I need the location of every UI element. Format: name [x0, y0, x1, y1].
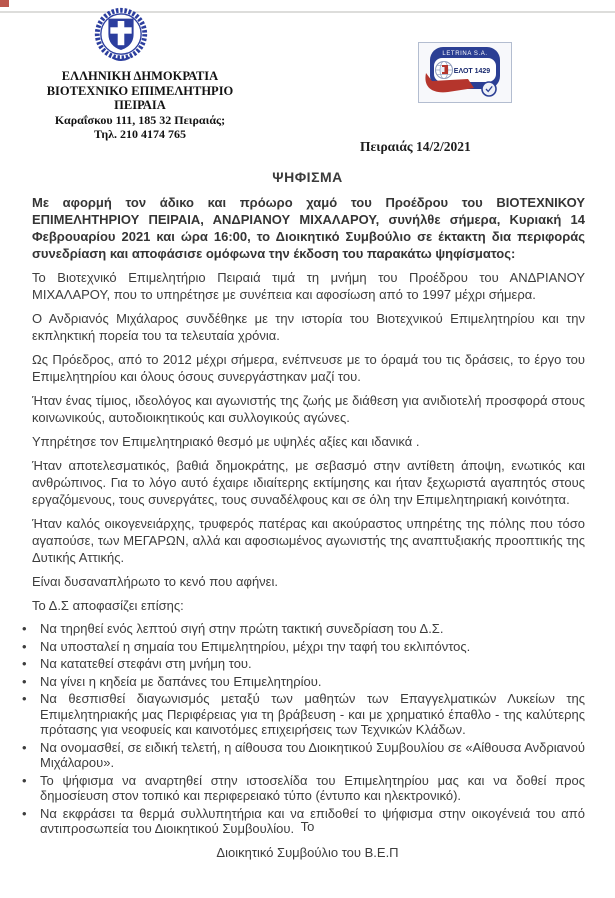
- paragraph: Υπηρέτησε τον Επιμελητηριακό θεσμό με υψηλές αξίες και ιδανικά .: [32, 434, 420, 449]
- letterhead: [8, 69, 272, 142]
- paragraph: Το Βιοτεχνικό Επιμελητήριο Πειραιά τιμά τη μνήμη του Προέδρου του ΑΝΔΡΙΑΝΟΥ ΜΙΧΑΛΑΡΟΥ, που το υπηρέτησε με συνέπεια και αφοσίωση από το 1997 μέχρι σήμερα.: [32, 270, 585, 302]
- resolution-item: • Να θεσπισθεί διαγωνισμός μεταξύ των μαθητών των Επαγγελματικών Λυκείων της Επιμελητηριακής μας Περιφέρειας για τη βράβευση - και με χρηματικό έπαθλο - της καλύτερης πρότασης για νεοφυείς και καινοτόμες επιχειρήσεις των Τεχνικών Κλάδων.: [20, 691, 585, 738]
- seal-icon: [482, 82, 496, 96]
- signature-line-1: Το: [300, 819, 315, 834]
- signature-line-2: Διοικητικό Συμβούλιο του Β.Ε.Π: [216, 845, 399, 860]
- globe-icon: [436, 62, 453, 79]
- org-name-line1: ΕΛΛΗΝΙΚΗ ΔΗΜΟΚΡΑΤΙΑ: [61, 69, 219, 83]
- greek-coat-of-arms-icon: [90, 7, 152, 65]
- paragraph: Ο Ανδριανός Μιχάλαρος συνδέθηκε με την ιστορία του Βιοτεχνικού Επιμελητηρίου και την εκπληκτική πορεία του τα τελευταία χρόνια.: [32, 311, 585, 343]
- org-address: Καραΐσκου 111, 185 32 Πειραιάς;: [54, 112, 226, 127]
- paragraph: Ήταν αποτελεσματικός, βαθιά δημοκράτης, με σεβασμό στην αντίθετη άποψη, ενωτικός και ανθρώπινος. Για το λόγο αυτό έχαιρε ιδιαίτερης εκτίμησης και ήταν ξεχωριστά αγαπητός στους εργαζόμενους, τους συνεργάτες, τους συναδέλφους και σε όλη την Επιμελητηριακή κοινότητα.: [32, 458, 585, 507]
- cert-logo-standard: ΕΛΟΤ 1429: [453, 68, 491, 75]
- paragraph: Ως Πρόεδρος, από το 2012 μέχρι σήμερα, ενέπνευσε με το όραμά του τις δράσεις, το έργο του Επιμελητηρίου και όλους όσους συνεργάστηκαν μαζί του.: [32, 352, 585, 384]
- resolution-item: • Να εκφράσει τα θερμά συλλυπητήρια και να επιδοθεί το ψήφισμα στην οικογένειά του από αντιπροσωπεία του Διοικητικού Συμβουλίου.: [20, 806, 585, 837]
- resolution-item: • Να τηρηθεί ενός λεπτού σιγή στην πρώτη τακτική συνεδρίαση του Δ.Σ.: [20, 621, 585, 637]
- resolution-item: • Να υποσταλεί η σημαία του Επιμελητηρίου, μέχρι την ταφή του εκλιπόντος.: [20, 639, 585, 655]
- paragraph-intro: Με αφορμή τον άδικο και πρόωρο χαμό του Προέδρου του ΒΙΟΤΕΧΝΙΚΟΥ ΕΠΙΜΕΛΗΤΗΡΙΟΥ ΠΕΙΡΑΙΑ, ΑΝΔΡΙΑΝΟΥ ΜΙΧΑΛΑΡΟΥ, συνήλθε σήμερα, Κυριακή 14 Φεβρουαρίου 2021 και ώρα 16:00, το Διοικητικό Συμβούλιο σε έκτακτη δια περιφοράς συνεδρίαση και αποφάσισε ομόφωνα την έκδοση του παρακάτω ψηφίσματος:: [32, 195, 585, 261]
- paragraph: Ήταν ένας τίμιος, ιδεολόγος και αγωνιστής της ζωής με διάθεση για ανιδιοτελή προσφορά στους κοινωνικούς, αυτοδιοικητικούς και συλλογικούς αγώνες.: [32, 393, 585, 425]
- cert-logo-company: LETRINA S.A.: [442, 51, 488, 57]
- paragraph-decisions-intro: Το Δ.Σ αποφασίζει επίσης:: [32, 598, 184, 613]
- resolution-list: [20, 621, 585, 837]
- resolution-item: • Να γίνει η κηδεία με δαπάνες του Επιμελητηρίου.: [20, 674, 585, 690]
- certification-logo: [418, 42, 512, 103]
- document-body: [32, 194, 585, 839]
- org-phone: Τηλ. 210 4174 765: [93, 127, 187, 142]
- resolution-item: • Να κατατεθεί στεφάνι στη μνήμη του.: [20, 656, 585, 672]
- resolution-item: • Το ψήφισμα να αναρτηθεί στην ιστοσελίδα του Επιμελητηρίου μας και να δοθεί προς δημοσίευση στον τοπικό και περιφερειακό τύπο (έντυπο και ηλεκτρονικό).: [20, 773, 585, 804]
- org-name-line2: ΒΙΟΤΕΧΝΙΚΟ ΕΠΙΜΕΛΗΤΗΡΙΟ: [46, 83, 234, 98]
- org-name-line3: ΠΕΙΡΑΙΑ: [114, 98, 166, 113]
- document-title: ΨΗΦΙΣΜΑ: [272, 169, 343, 185]
- resolution-item: • Να ονομασθεί, σε ειδική τελετή, η αίθουσα του Διοικητικού Συμβουλίου σε «Αίθουσα Ανδριανού Μιχάλαρου».: [20, 740, 585, 771]
- scan-artifact-mark: [0, 0, 9, 7]
- paragraph: Είναι δυσαναπλήρωτο το κενό που αφήνει.: [32, 574, 278, 589]
- date-line: Πειραιάς 14/2/2021: [360, 139, 471, 154]
- paragraph: Ήταν καλός οικογενειάρχης, τρυφερός πατέρας και ακούραστος υπηρέτης της πόλης που τόσο αγαπούσε, των ΜΕΓΑΡΩΝ, αλλά και αφοσιωμένος αγωνιστής της αναπτυξιακής προοπτικής της Δυτικής Αττικής.: [32, 516, 585, 565]
